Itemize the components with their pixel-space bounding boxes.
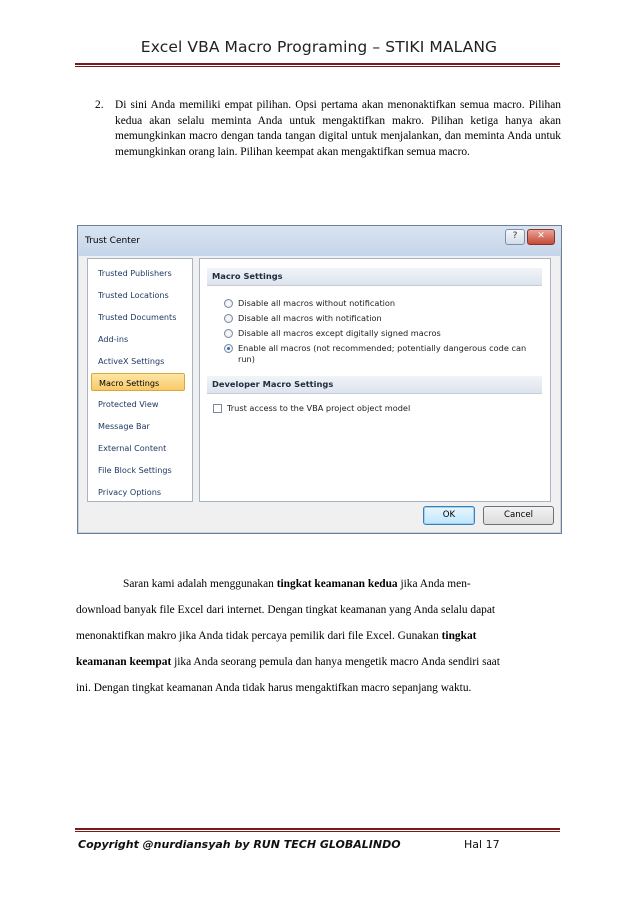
footer-copyright: Copyright @nurdiansyah by RUN TECH GLOBALINDO: [78, 838, 401, 851]
option-disable-no-notification[interactable]: Disable all macros without notification: [238, 298, 396, 308]
sidebar-item-file-block-settings[interactable]: File Block Settings: [98, 465, 172, 475]
radio-enable-all-macros[interactable]: [224, 344, 233, 353]
paragraph-text: jika Anda men-: [397, 578, 471, 590]
footer-divider: [75, 828, 560, 830]
paragraph-line-3: [76, 623, 561, 649]
trust-center-dialog-screenshot: [77, 225, 562, 534]
sidebar-item-macro-settings[interactable]: Macro Settings: [91, 373, 185, 391]
list-number: 2.: [95, 99, 104, 111]
sidebar-item-add-ins[interactable]: Add-ins: [98, 334, 129, 344]
trust-vba-checkbox[interactable]: [213, 404, 222, 413]
cancel-button[interactable]: Cancel: [483, 506, 554, 525]
header-divider-thin: [75, 66, 560, 67]
help-icon[interactable]: ?: [505, 229, 525, 245]
sidebar-item-protected-view[interactable]: Protected View: [98, 399, 159, 409]
paragraph-text: jika Anda seorang pemula dan hanya mengetik macro Anda sendiri saat: [171, 656, 500, 668]
trust-center-sidebar: [87, 258, 193, 502]
header-divider: [75, 63, 560, 65]
footer-page-number: Hal 17: [464, 838, 500, 851]
sidebar-item-trusted-locations[interactable]: Trusted Locations: [98, 290, 169, 300]
page-header-title: Excel VBA Macro Programing – STIKI MALANG: [140, 38, 498, 56]
option-enable-all-macros[interactable]: Enable all macros (not recommended; potentially dangerous code can run): [238, 343, 527, 364]
macro-settings-heading: Macro Settings: [207, 268, 542, 286]
footer-divider-thin: [75, 831, 560, 832]
sidebar-item-privacy-options[interactable]: Privacy Options: [98, 487, 162, 497]
paragraph-line-4: [76, 649, 561, 675]
radio-disable-no-notification[interactable]: [224, 299, 233, 308]
numbered-list-item: [95, 98, 561, 160]
paragraph-line-1: [76, 571, 561, 597]
radio-disable-except-signed[interactable]: [224, 329, 233, 338]
radio-disable-with-notification[interactable]: [224, 314, 233, 323]
option-disable-with-notification[interactable]: Disable all macros with notification: [238, 313, 382, 323]
paragraph-bold-text: tingkat keamanan kedua: [276, 578, 398, 590]
list-text: Di sini Anda memiliki empat pilihan. Opsi pertama akan menonaktifkan semua macro. Pilihan kedua akan selalu meminta Anda untuk mengaktifkan makro. Pilihan ketiga hanya akan memungkinkan macro dengan tanda tangan digital untuk menjalankan, dan meminta Anda untuk memungkinkan orang lain. Pilihan keempat akan mengaktifkan semua macro.: [115, 99, 561, 158]
sidebar-item-trusted-documents[interactable]: Trusted Documents: [98, 312, 177, 322]
sidebar-item-activex-settings[interactable]: ActiveX Settings: [98, 356, 165, 366]
paragraph-line-5: ini. Dengan tingkat keamanan Anda tidak harus mengaktifkan macro sepanjang waktu.: [76, 682, 472, 694]
paragraph-line-2: download banyak file Excel dari internet. Dengan tingkat keamanan yang Anda selalu dapat: [76, 604, 496, 616]
dialog-titlebar: [78, 226, 561, 256]
settings-panel: [199, 258, 551, 502]
trust-vba-label[interactable]: Trust access to the VBA project object model: [227, 403, 411, 413]
sidebar-item-message-bar[interactable]: Message Bar: [98, 421, 150, 431]
sidebar-item-trusted-publishers[interactable]: Trusted Publishers: [98, 268, 172, 278]
dialog-title: Trust Center: [85, 236, 140, 246]
developer-macro-settings-heading: Developer Macro Settings: [207, 376, 542, 394]
sidebar-item-external-content[interactable]: External Content: [98, 443, 167, 453]
paragraph-text: Saran kami adalah menggunakan: [123, 578, 277, 590]
body-paragraph: [76, 571, 561, 701]
paragraph-text: menonaktifkan makro jika Anda tidak percaya pemilik dari file Excel. Gunakan: [76, 630, 442, 642]
option-disable-except-signed[interactable]: Disable all macros except digitally signed macros: [238, 328, 441, 338]
ok-button[interactable]: OK: [423, 506, 475, 525]
close-icon[interactable]: ✕: [527, 229, 555, 245]
paragraph-bold-text: keamanan keempat: [76, 656, 172, 668]
paragraph-bold-text: tingkat: [441, 630, 477, 642]
